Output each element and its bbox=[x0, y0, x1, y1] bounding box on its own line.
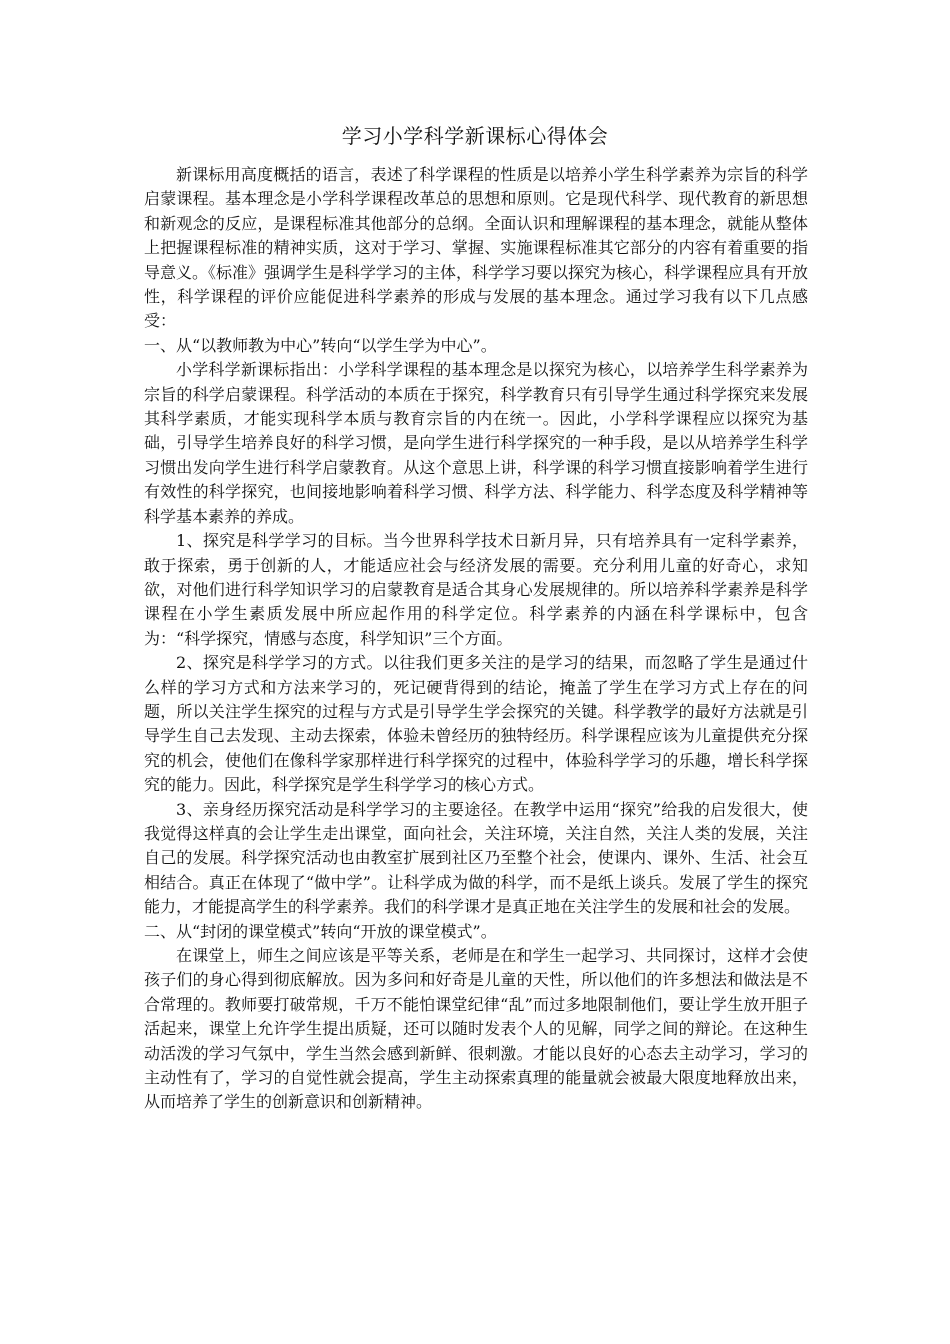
section-heading-1: 一、从“以教师教为中心”转向“以学生学为中心”。 bbox=[144, 335, 497, 355]
paragraph-point-1: 1、探究是科学学习的目标。当今世界科学技术日新月异，只有培养具有一定科学素养，敢于探索，勇于创新的人，才能适应社会与经济发展的需要。充分利用儿童的好奇心，求知欲，对他们进行科学知识学习的启蒙教育是适合其身心发展规律的。所以培养科学素养是科学课程在小学生素质发展中所应起作用的科学定位。科学素养的内涵在科学课标中，包含为：“科学探究，情感与态度，科学知识”三个方面。 bbox=[144, 531, 808, 648]
paragraph-section-2-body: 在课堂上，师生之间应该是平等关系，老师是在和学生一起学习、共同探讨，这样才会使孩子们的身心得到彻底解放。因为多问和好奇是儿童的天性，所以他们的许多想法和做法是不合常理的。教师要打破常规，千万不能怕课堂纪律“乱”而过多地限制他们，要让学生放开胆子活起来，课堂上允许学生提出质疑，还可以随时发表个人的见解，同学之间的辩论。在这种生动活泼的学习气氛中，学生当然会感到新鲜、很刺激。才能以良好的心态去主动学习，学习的主动性有了，学习的自觉性就会提高，学生主动探索真理的能量就会被最大限度地释放出来，从而培养了学生的创新意识和创新精神。 bbox=[144, 946, 808, 1112]
paragraph-intro: 新课标用高度概括的语言，表述了科学课程的性质是以培养小学生科学素养为宗旨的科学启蒙课程。基本理念是小学科学课程改革总的思想和原则。它是现代科学、现代教育的新思想和新观念的反应，是课程标准其他部分的总纲。全面认识和理解课程的基本理念，就能从整体上把握课程标准的精神实质，这对于学习、掌握、实施课程标准其它部分的内容有着重要的指导意义。《标准》强调学生是科学学习的主体，科学学习要以探究为核心，科学课程应具有开放性，科学课程的评价应能促进科学素养的形成与发展的基本理念。通过学习我有以下几点感受： bbox=[144, 165, 809, 331]
paragraph-point-2: 2、探究是科学学习的方式。以往我们更多关注的是学习的结果，而忽略了学生是通过什么样的学习方式和方法来学习的，死记硬背得到的结论，掩盖了学生在学习方式上存在的问题，所以关注学生探究的过程与方式是引导学生学会探究的关键。科学教学的最好方法就是引导学生自己去发现、主动去探索，体验未曾经历的独特经历。科学课程应该为儿童提供充分探究的机会，使他们在像科学家那样进行科学探究的过程中，体验科学学习的乐趣，增长科学探究的能力。因此，科学探究是学生科学学习的核心方式。 bbox=[144, 653, 808, 795]
section-heading-2: 二、从“封闭的课堂模式”转向“开放的课堂模式”。 bbox=[144, 921, 497, 941]
document-title: 学习小学科学新课标心得体会 bbox=[341, 124, 609, 148]
document-body bbox=[144, 163, 808, 1115]
paragraph-section-1-intro: 小学科学新课标指出：小学科学课程的基本理念是以探究为核心，以培养学生科学素养为宗旨的科学启蒙课程。科学活动的本质在于探究，科学教育只有引导学生通过科学探究来发展其科学素质，才能实现科学本质与教育宗旨的内在统一。因此，小学科学课程应以探究为基础，引导学生培养良好的科学习惯，是向学生进行科学探究的一种手段，是以从培养学生科学习惯出发向学生进行科学启蒙教育。从这个意思上讲，科学课的科学习惯直接影响着学生进行有效性的科学探究，也间接地影响着科学习惯、科学方法、科学能力、科学态度及科学精神等科学基本素养的养成。 bbox=[144, 360, 808, 526]
paragraph-point-3: 3、亲身经历探究活动是科学学习的主要途径。在教学中运用“探究”给我的启发很大，使我觉得这样真的会让学生走出课堂，面向社会，关注环境，关注自然，关注人类的发展，关注自己的发展。科学探究活动也由教室扩展到社区乃至整个社会，使课内、课外、生活、社会互相结合。真正在体现了“做中学”。让科学成为做的科学，而不是纸上谈兵。发展了学生的探究能力，才能提高学生的科学素养。我们的科学课才是真正地在关注学生的发展和社会的发展。 bbox=[144, 799, 808, 917]
